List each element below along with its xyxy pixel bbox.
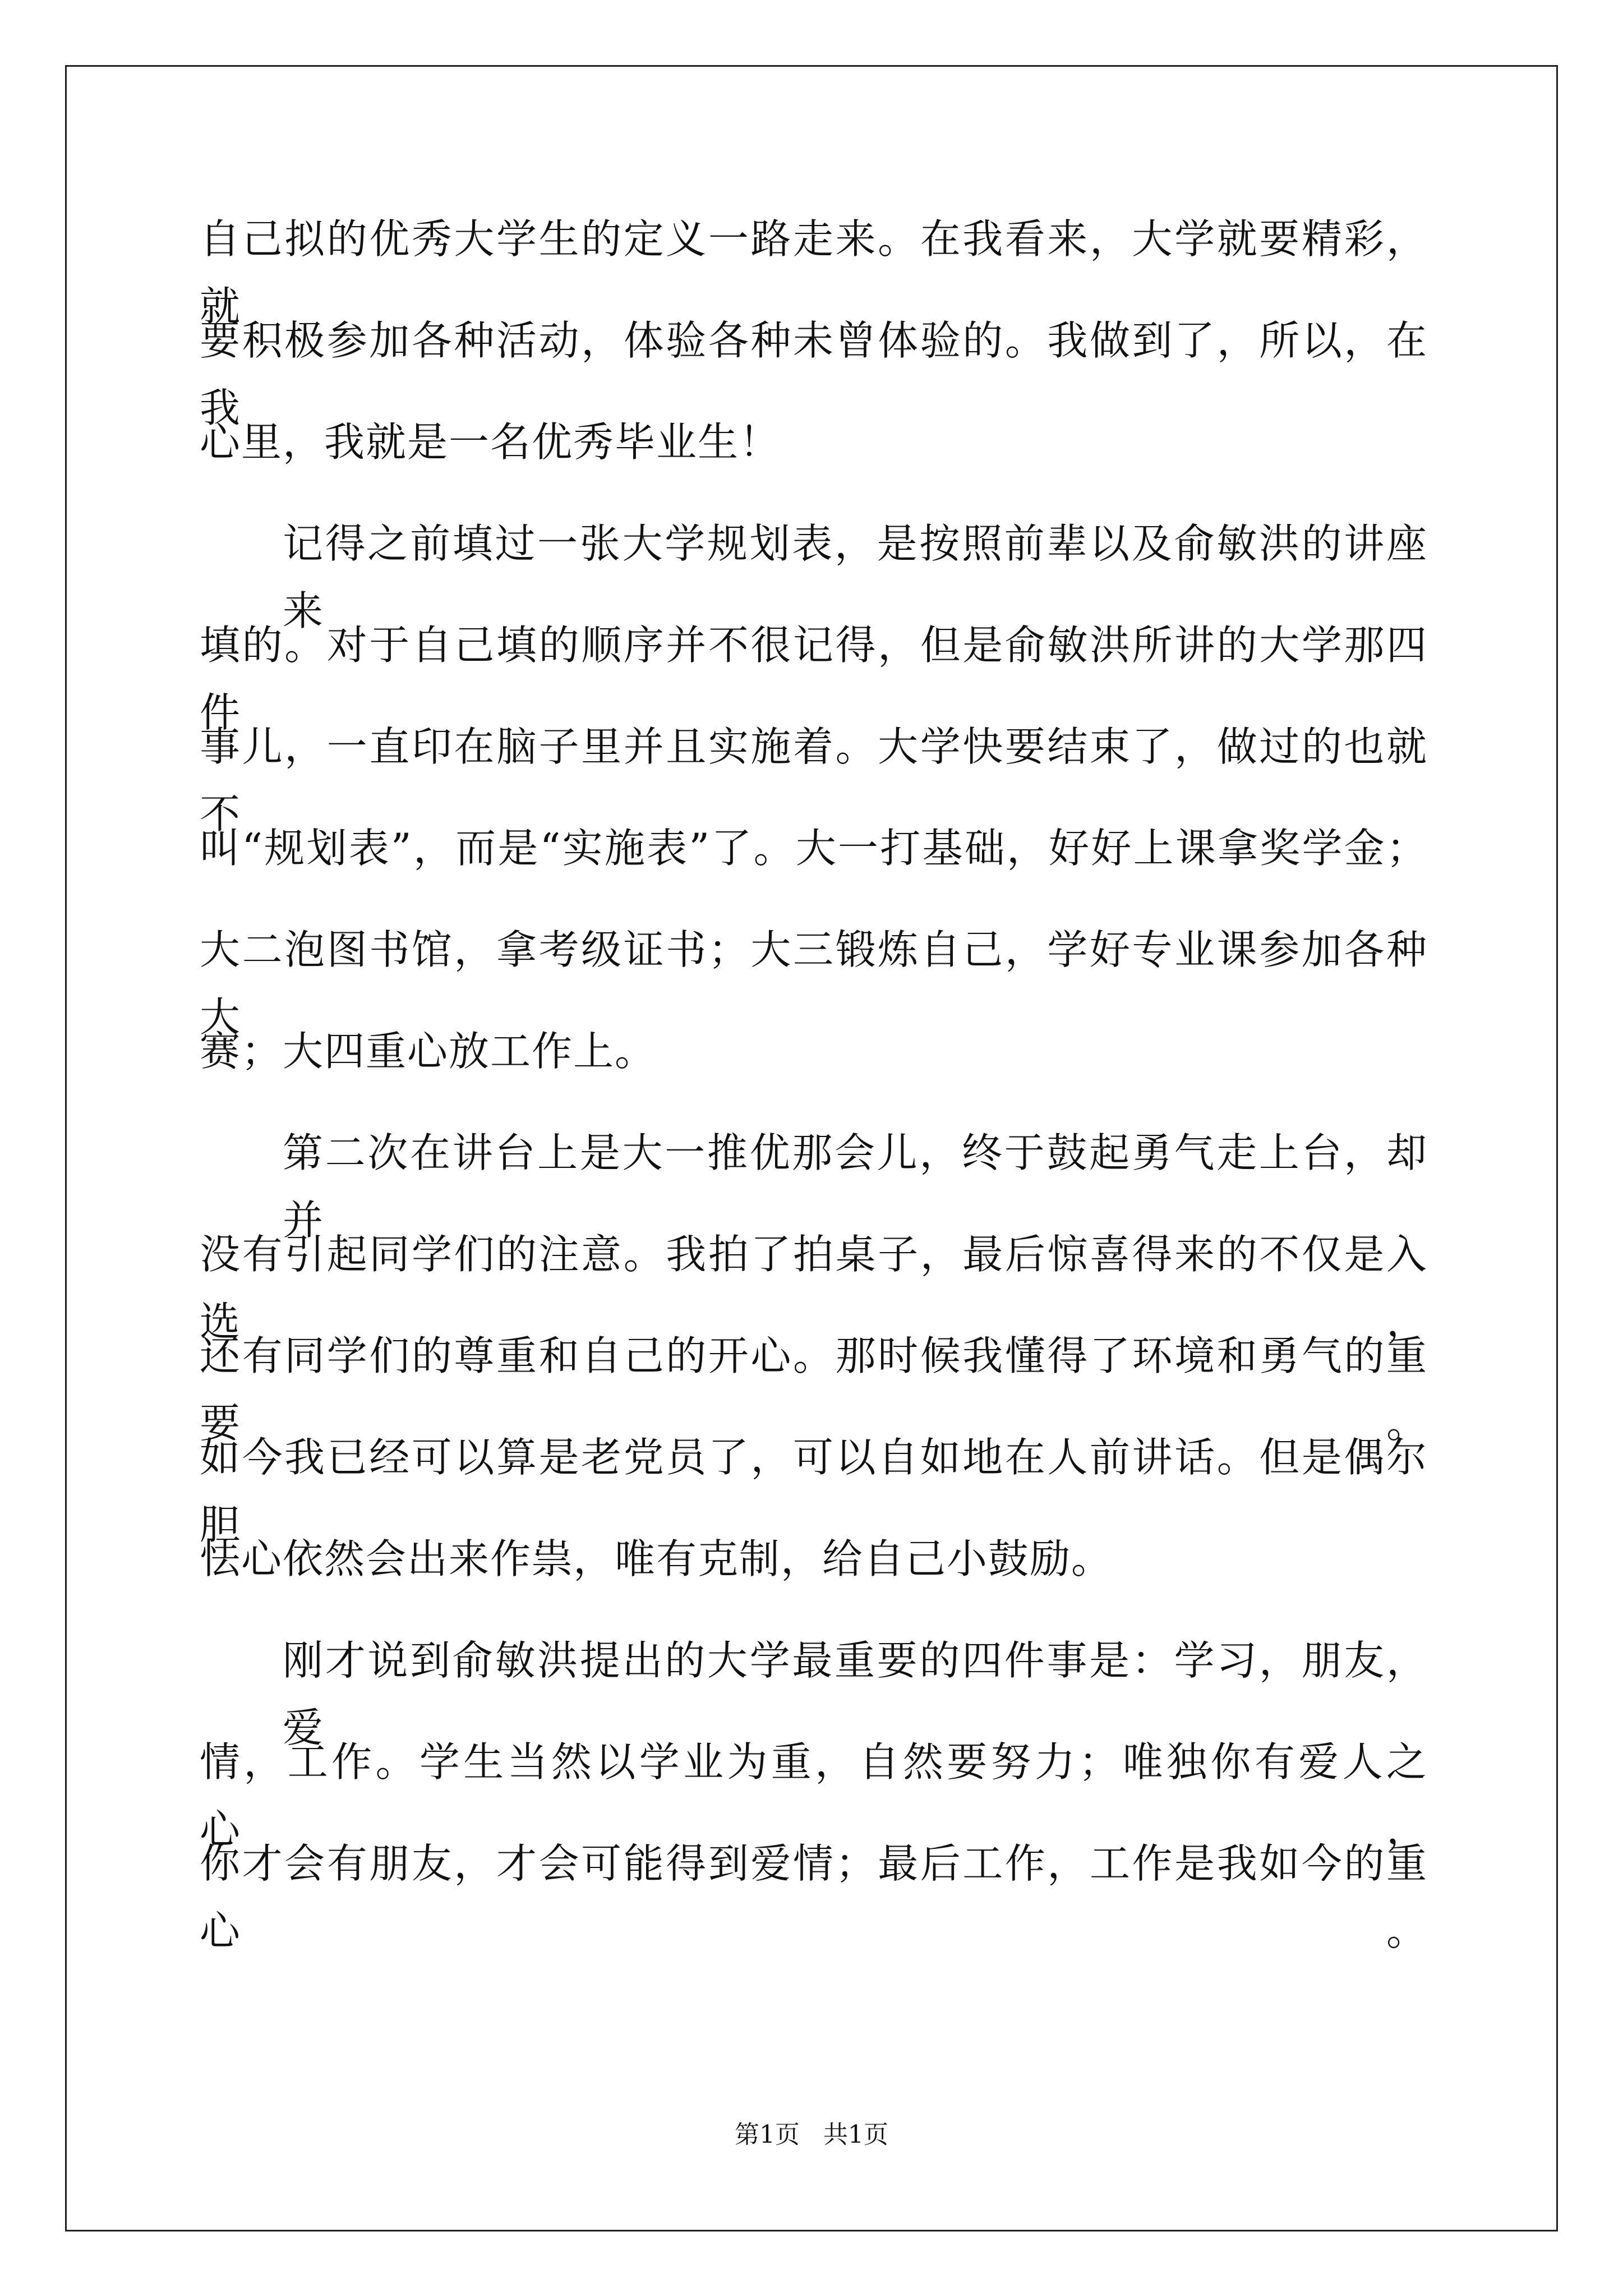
text-line: 情，工作。学生当然以学业为重，自然要努力；唯独你有爱人之心， — [200, 1738, 1428, 1853]
paragraph-first-line: 第二次在讲台上是大一推优那会儿，终于鼓起勇气走上台，却并 — [283, 1129, 1428, 1244]
text-line: 赛；大四重心放工作上。 — [200, 1028, 657, 1075]
paragraph-first-line: 记得之前填过一张大学规划表，是按照前辈以及俞敏洪的讲座来 — [283, 520, 1428, 634]
text-line: 填的。对于自己填的顺序并不很记得，但是俞敏洪所讲的大学那四件 — [200, 622, 1428, 736]
text-line: 怯心依然会出来作祟，唯有克制，给自己小鼓励。 — [200, 1535, 1113, 1582]
text-line: 叫“规划表”，而是“实施表”了。大一打基础，好好上课拿奖学金； — [200, 825, 1428, 872]
text-line: 如今我已经可以算是老党员了，可以自如地在人前讲话。但是偶尔胆 — [200, 1434, 1428, 1548]
text-line: 没有引起同学们的注意。我拍了拍桌子，最后惊喜得来的不仅是入选， — [200, 1231, 1428, 1345]
text-line: 心里，我就是一名优秀毕业生！ — [200, 418, 781, 466]
text-line: 你才会有朋友，才会可能得到爱情；最后工作，工作是我如今的重心。 — [200, 1840, 1428, 1954]
text-line: 大二泡图书馆，拿考级证书；大三锻炼自己，学好专业课参加各种大 — [200, 926, 1428, 1041]
page-number: 第1页 — [735, 2120, 800, 2149]
page-total: 共1页 — [823, 2120, 888, 2149]
page-footer — [0, 2118, 1623, 2152]
text-line: 事儿，一直印在脑子里并且实施着。大学快要结束了，做过的也就不 — [200, 723, 1428, 838]
text-line: 要积极参加各种活动，体验各种未曾体验的。我做到了，所以，在我 — [200, 317, 1428, 431]
paragraph-first-line: 刚才说到俞敏洪提出的大学最重要的四件事是：学习，朋友，爱 — [283, 1637, 1428, 1751]
text-line: 自己拟的优秀大学生的定义一路走来。在我看来，大学就要精彩，就 — [200, 215, 1428, 330]
text-line: 还有同学们的尊重和自己的开心。那时候我懂得了环境和勇气的重要。 — [200, 1332, 1428, 1447]
